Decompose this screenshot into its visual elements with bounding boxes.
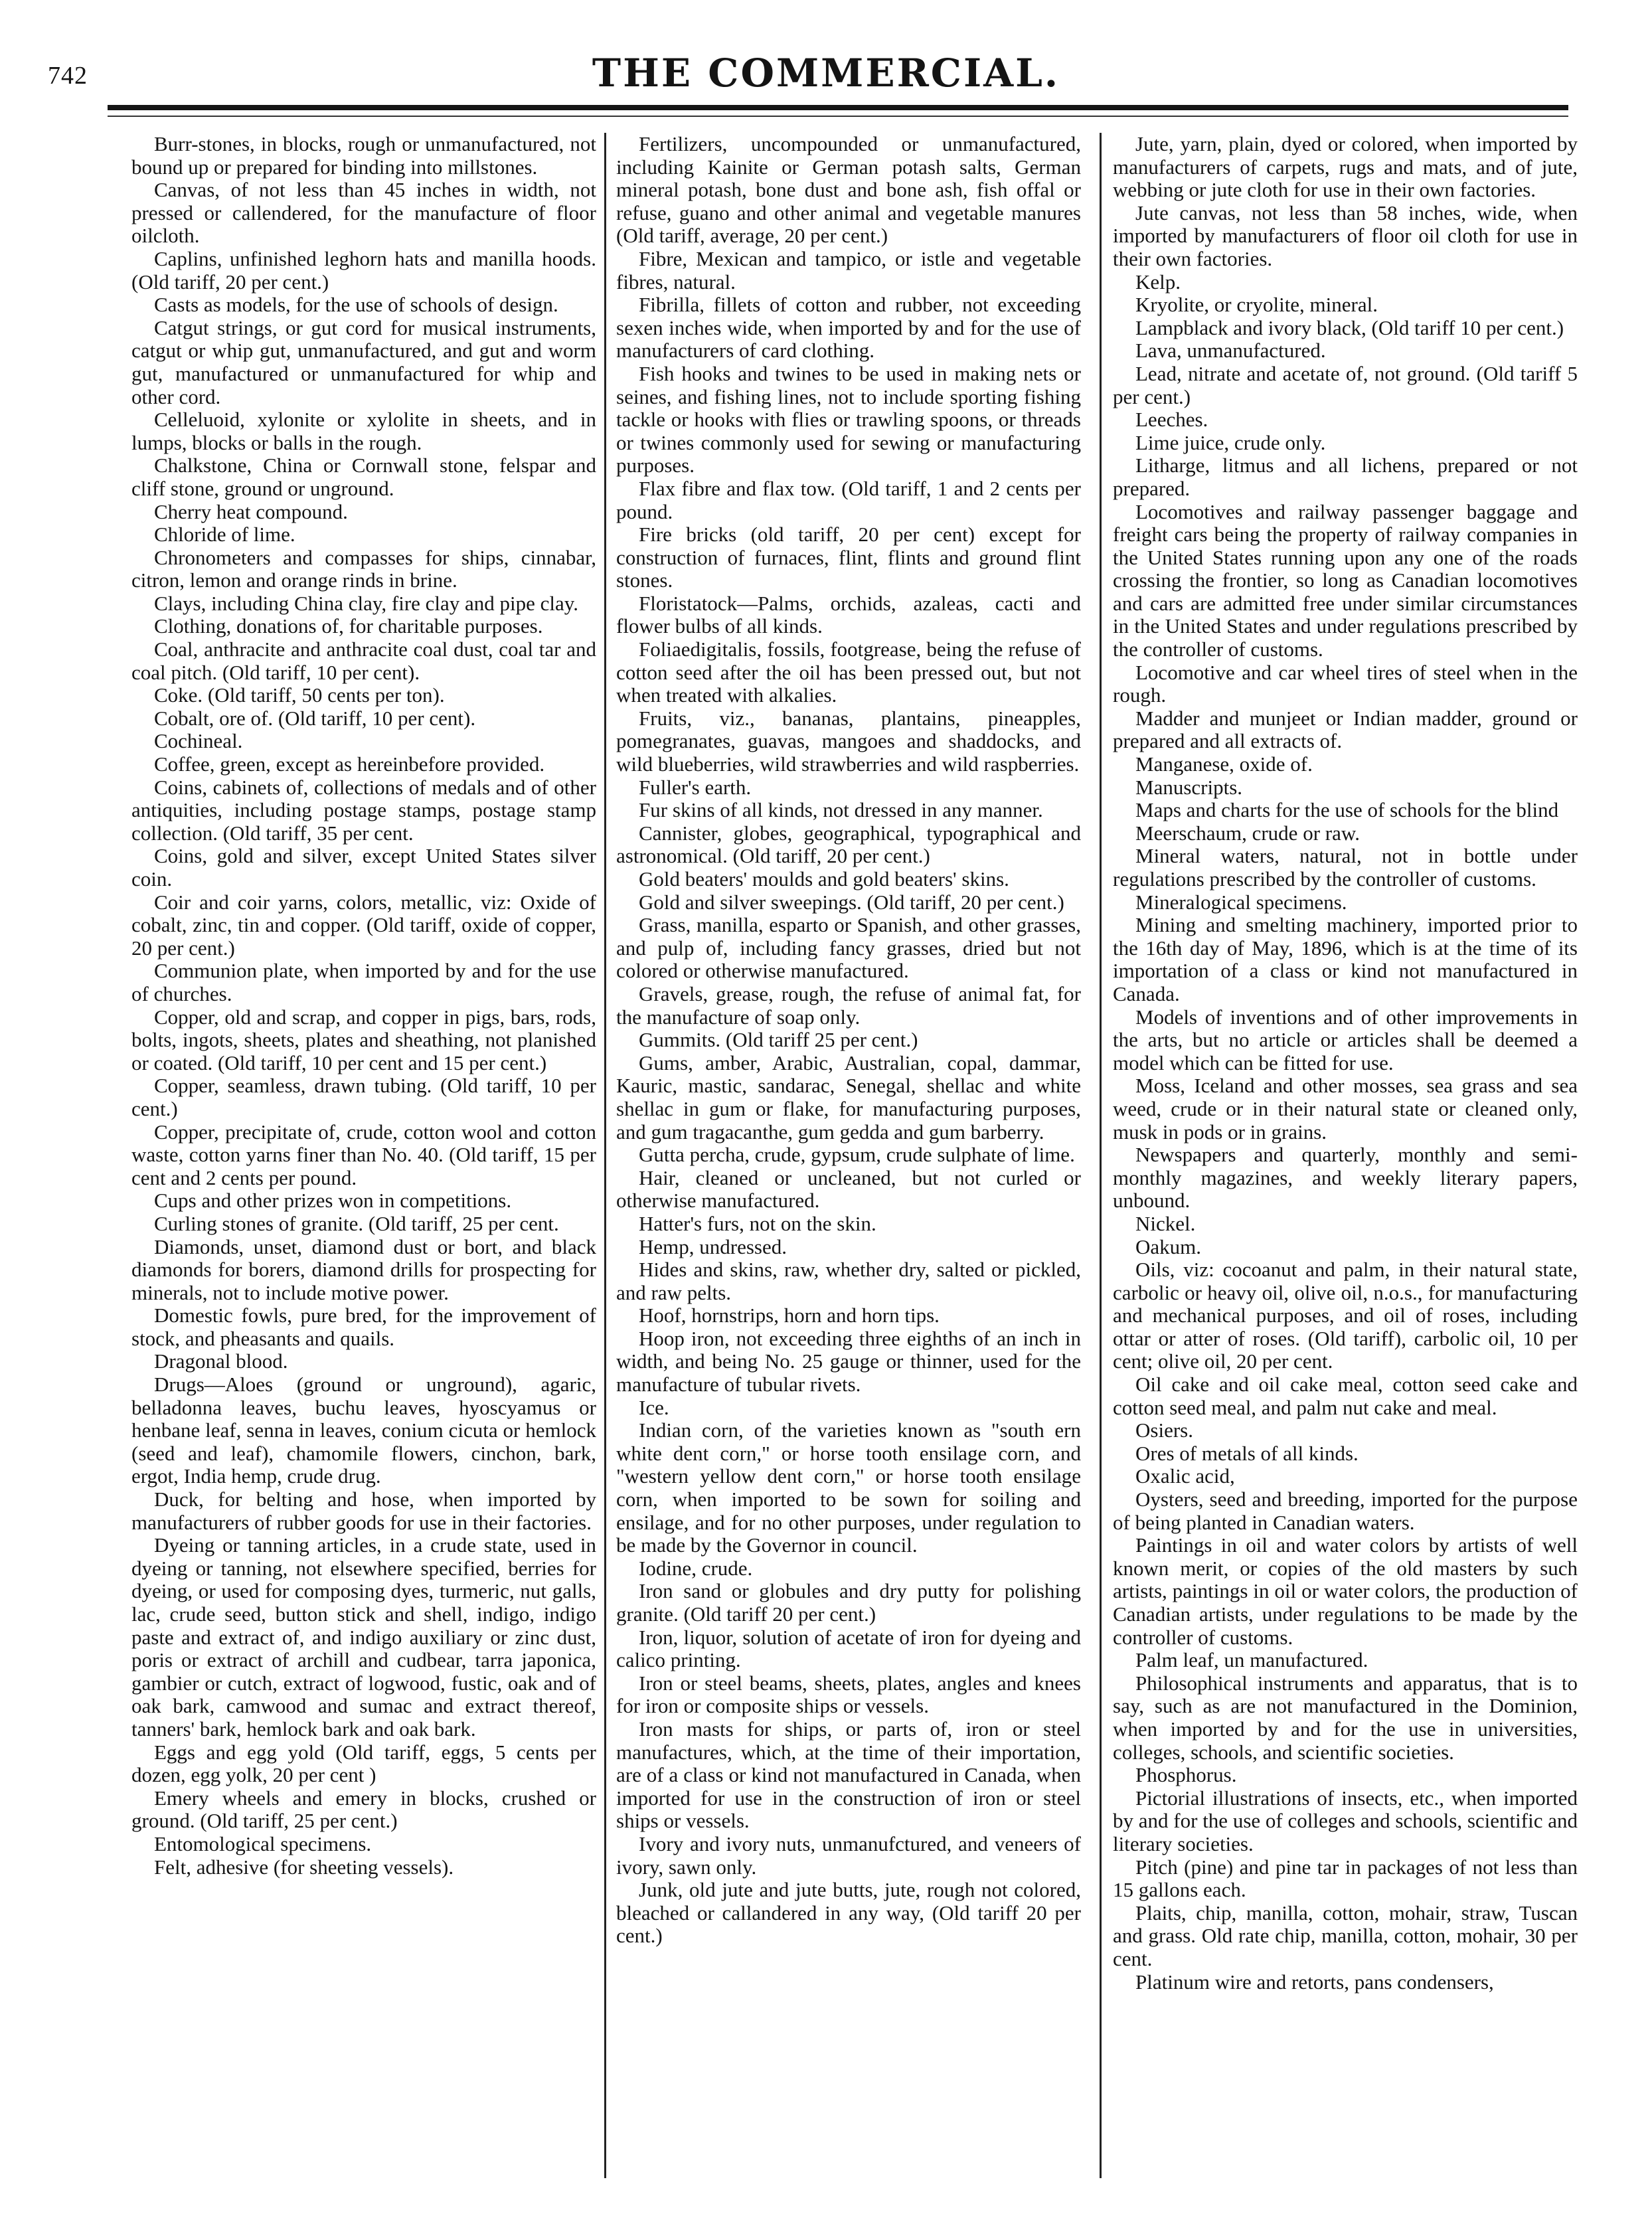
tariff-entry: Cherry heat compound.	[154, 499, 348, 523]
tariff-entry: Madder and munjeet or Indian madder, ground or prepared and all extracts of.	[1113, 706, 1578, 753]
tariff-entry: Fur skins of all kinds, not dressed in any manner.	[639, 798, 1043, 822]
tariff-entry: Copper, precipitate of, crude, cotton wool and cotton waste, cotton yarns finer than No. 40. (Old tariff, 15 per cent and 2 cents per pound.	[131, 1120, 596, 1189]
tariff-entry: Emery wheels and emery in blocks, crushed or ground. (Old tariff, 25 per cent.)	[131, 1786, 596, 1833]
tariff-entry: Osiers.	[1135, 1418, 1193, 1442]
tariff-entry: Oils, viz: cocoanut and palm, in their natural state, carbolic or heavy oil, olive oil, n.o.s., for manufacturing and mechanical purposes, and oil of roses, including ottar or atter of roses. (Old tariff), carbolic oil, 10 per cent; olive oil, 20 per cent.	[1113, 1258, 1578, 1373]
tariff-entry: Coffee, green, except as hereinbefore provided.	[154, 752, 545, 776]
header-rule-thin	[108, 116, 1568, 117]
tariff-entry: Dragonal blood.	[154, 1349, 288, 1373]
tariff-entry: Newspapers and quarterly, monthly and semi-monthly magazines, and weekly literary papers, unbound.	[1113, 1143, 1578, 1213]
tariff-entry: Caplins, unfinished leghorn hats and manilla hoods. (Old tariff, 20 per cent.)	[131, 246, 596, 294]
tariff-entry: Kryolite, or cryolite, mineral.	[1135, 293, 1378, 317]
tariff-entry: Manganese, oxide of.	[1135, 752, 1313, 776]
tariff-entry: Gold beaters' moulds and gold beaters' skins.	[639, 867, 1009, 891]
column-1	[131, 133, 596, 2198]
tariff-entry: Pictorial illustrations of insects, etc., when imported by and for the use of colleges and schools, scientific and literary societies.	[1113, 1786, 1578, 1855]
tariff-entry: Lava, unmanufactured.	[1135, 339, 1326, 363]
tariff-entry: Casts as models, for the use of schools of design.	[154, 293, 558, 317]
tariff-entry: Jute, yarn, plain, dyed or colored, when imported by manufacturers of carpets, rugs and mats, and of jute, webbing or jute cloth for use in their own factories.	[1113, 133, 1578, 202]
column-divider	[1100, 133, 1102, 2178]
tariff-entry: Duck, for belting and hose, when imported by manufacturers of rubber goods for use in their factories.	[131, 1488, 596, 1534]
tariff-entry: Iron, liquor, solution of acetate of iron for dyeing and calico printing.	[616, 1625, 1081, 1672]
tariff-entry: Hoof, hornstrips, horn and horn tips.	[639, 1304, 940, 1327]
tariff-entry: Fish hooks and twines to be used in making nets or seines, and fishing lines, not to include sporting fishing tackle or hooks with flies or trawling spoons, or threads or twines commonly used for sewing or manufacturing purposes.	[616, 361, 1081, 477]
tariff-entry: Hatter's furs, not on the skin.	[639, 1211, 876, 1235]
tariff-entry: Eggs and egg yold (Old tariff, eggs, 5 cents per dozen, egg yolk, 20 per cent )	[131, 1740, 596, 1787]
tariff-entry: Oakum.	[1135, 1235, 1202, 1258]
tariff-entry: Fuller's earth.	[639, 775, 752, 799]
header-rule-thick	[108, 105, 1568, 110]
tariff-entry: Fruits, viz., bananas, plantains, pineapples, pomegranates, guavas, mangoes and shaddocks, and wild blueberries, wild strawberries and wild raspberries.	[616, 706, 1081, 776]
tariff-entry: Pitch (pine) and pine tar in packages of not less than 15 gallons each.	[1113, 1855, 1578, 1902]
tariff-entry: Chalkstone, China or Cornwall stone, felspar and cliff stone, ground or unground.	[131, 454, 596, 500]
tariff-entry: Litharge, litmus and all lichens, prepared or not prepared.	[1113, 454, 1578, 500]
tariff-entry: Lampblack and ivory black, (Old tariff 10 per cent.)	[1135, 315, 1564, 339]
tariff-entry: Hoop iron, not exceeding three eighths of an inch in width, and being No. 25 gauge or thinner, used for the manufacture of tubular rivets.	[616, 1326, 1081, 1397]
tariff-entry: Cobalt, ore of. (Old tariff, 10 per cent).	[154, 706, 476, 730]
tariff-entry: Iron sand or globules and dry putty for polishing granite. (Old tariff 20 per cent.)	[616, 1579, 1081, 1626]
tariff-entry: Domestic fowls, pure bred, for the improvement of stock, and pheasants and quails.	[131, 1304, 596, 1350]
tariff-entry: Diamonds, unset, diamond dust or bort, and black diamonds for borers, diamond drills for prospecting for minerals, not to include motive power.	[131, 1235, 596, 1304]
tariff-entry: Jute canvas, not less than 58 inches, wide, when imported by manufacturers of floor oil cloth for use in their own factories.	[1113, 201, 1578, 270]
tariff-entry: Gums, amber, Arabic, Australian, copal, dammar, Kauric, mastic, sandarac, Senegal, shellac and white shellac in gum or flake, for manufacturing purposes, and gum tragacanthe, gum gedda and gum barberry.	[616, 1051, 1081, 1144]
tariff-entry: Moss, Iceland and other mosses, sea grass and sea weed, crude or in their natural state or cleaned only, musk in pods or in grains.	[1113, 1074, 1578, 1144]
tariff-entry: Copper, old and scrap, and copper in pigs, bars, rods, bolts, ingots, sheets, plates and sheathing, not planished or coated. (Old tariff, 10 per cent and 15 per cent.)	[131, 1005, 596, 1074]
tariff-entry: Chronometers and compasses for ships, cinnabar, citron, lemon and orange rinds in brine.	[131, 545, 596, 592]
tariff-entry: Models of inventions and of other improvements in the arts, but no article or articles shall be deemed a model which can be fitted for use.	[1113, 1005, 1578, 1074]
tariff-entry: Lime juice, crude only.	[1135, 430, 1326, 454]
tariff-entry: Chloride of lime.	[154, 523, 295, 547]
tariff-entry: Clays, including China clay, fire clay and pipe clay.	[154, 591, 579, 615]
tariff-entry: Clothing, donations of, for charitable purposes.	[154, 614, 543, 638]
tariff-entry: Paintings in oil and water colors by artists of well known merit, or copies of the old masters by such artists, paintings in oil or water colors, the production of Canadian artists, under regulations to be made by the controller of customs.	[1113, 1533, 1578, 1649]
tariff-entry: Mineral waters, natural, not in bottle under regulations prescribed by the controller of customs.	[1113, 844, 1578, 891]
tariff-entry: Canvas, of not less than 45 inches in width, not pressed or callendered, for the manufacture of floor oilcloth.	[131, 178, 596, 248]
tariff-entry: Dyeing or tanning articles, in a crude state, used in dyeing or tanning, not elsewhere specified, berries for dyeing, or used for composing dyes, turmeric, nut galls, lac, crude seed, button stick and shell, indigo, indigo paste and extract of, and indigo auxiliary or zinc dust, poris or extract of archill and cudbear, tarra japonica, gambier or cutch, extract of logwood, fustic, oak and of oak bark, camwood and sumac and extract thereof, tanners' bark, hemlock bark and oak bark.	[131, 1533, 596, 1741]
tariff-entry: Hemp, undressed.	[639, 1235, 787, 1258]
tariff-entry: Gold and silver sweepings. (Old tariff, 20 per cent.)	[639, 890, 1064, 914]
tariff-entry: Iodine, crude.	[639, 1556, 753, 1580]
tariff-entry: Hair, cleaned or uncleaned, but not curled or otherwise manufactured.	[616, 1165, 1081, 1213]
tariff-entry: Maps and charts for the use of schools for the blind	[1135, 798, 1559, 822]
tariff-entry: Catgut strings, or gut cord for musical instruments, catgut or whip gut, unmanufactured, and gut and worm gut, manufactured or unmanufactured for whip and other cord.	[131, 315, 596, 408]
tariff-entry: Fibrilla, fillets of cotton and rubber, not exceeding sexen inches wide, when imported by and for the use of manufacturers of card clothing.	[616, 293, 1081, 363]
tariff-entry: Mineralogical specimens.	[1135, 890, 1347, 914]
tariff-entry: Meerschaum, crude or raw.	[1135, 821, 1360, 845]
column-3	[1113, 133, 1578, 2198]
tariff-entry: Lead, nitrate and acetate of, not ground. (Old tariff 5 per cent.)	[1113, 361, 1578, 408]
tariff-entry: Plaits, chip, manilla, cotton, mohair, straw, Tuscan and grass. Old rate chip, manilla, cotton, mohair, 30 per cent.	[1113, 1901, 1578, 1970]
tariff-entry: Cochineal.	[154, 729, 243, 753]
page-number: 742	[48, 62, 88, 90]
tariff-entry: Indian corn, of the varieties known as "south ern white dent corn," or horse tooth ensilage corn, and "western yellow dent corn," or horse tooth ensilage corn, when imported to be sown for soiling and ensilage, and for no other purposes, under regulation to be made by the Governor in council.	[616, 1418, 1081, 1557]
tariff-entry: Cups and other prizes won in competitions.	[154, 1189, 512, 1213]
tariff-entry: Iron masts for ships, or parts of, iron or steel manufactures, which, at the time of their importation, are of a class or kind not manufactured in Canada, when imported for use in the construction of iron or steel ships or vessels.	[616, 1717, 1081, 1833]
tariff-entry: Coins, gold and silver, except United States silver coin.	[131, 844, 596, 891]
column-2	[616, 133, 1081, 2198]
tariff-entry: Copper, seamless, drawn tubing. (Old tariff, 10 per cent.)	[131, 1074, 596, 1120]
tariff-entry: Grass, manilla, esparto or Spanish, and other grasses, and pulp of, including fancy grasses, dried but not colored or otherwise manufactured.	[616, 913, 1081, 983]
tariff-entry: Coir and coir yarns, colors, metallic, viz: Oxide of cobalt, zinc, tin and copper. (Old tariff, oxide of copper, 20 per cent.)	[131, 890, 596, 960]
tariff-entry: Palm leaf, un manufactured.	[1135, 1648, 1368, 1672]
tariff-entry: Locomotive and car wheel tires of steel when in the rough.	[1113, 660, 1578, 707]
tariff-entry: Mining and smelting machinery, imported prior to the 16th day of May, 1896, which is at the time of its importation of a class or kind not manufactured in Canada.	[1113, 913, 1578, 1005]
tariff-entry: Manuscripts.	[1135, 775, 1243, 799]
tariff-entry: Fire bricks (old tariff, 20 per cent) except for construction of furnaces, flint, flints and ground flint stones.	[616, 523, 1081, 592]
tariff-entry: Gummits. (Old tariff 25 per cent.)	[639, 1028, 918, 1052]
masthead-title: THE COMMERCIAL.	[592, 50, 1060, 96]
tariff-entry: Flax fibre and flax tow. (Old tariff, 1 and 2 cents per pound.	[616, 476, 1081, 523]
tariff-entry: Nickel.	[1135, 1211, 1196, 1235]
tariff-entry: Leeches.	[1135, 408, 1208, 432]
tariff-entry: Ivory and ivory nuts, unmanufctured, and veneers of ivory, sawn only.	[616, 1832, 1081, 1879]
tariff-entry: Felt, adhesive (for sheeting vessels).	[154, 1855, 454, 1879]
tariff-entry: Curling stones of granite. (Old tariff, 25 per cent.	[154, 1211, 559, 1235]
tariff-entry: Hides and skins, raw, whether dry, salted or pickled, and raw pelts.	[616, 1258, 1081, 1304]
column-divider	[604, 133, 606, 2178]
tariff-entry: Burr-stones, in blocks, rough or unmanufactured, not bound up or prepared for binding into millstones.	[131, 133, 596, 179]
tariff-entry: Coal, anthracite and anthracite coal dust, coal tar and coal pitch. (Old tariff, 10 per cent).	[131, 638, 596, 684]
tariff-entry: Entomological specimens.	[154, 1832, 372, 1855]
tariff-entry: Philosophical instruments and apparatus, that is to say, such as are not manufactured in the Dominion, when imported by and for the use in universities, colleges, schools, and scientific societies.	[1113, 1671, 1578, 1764]
tariff-entry: Oxalic acid,	[1135, 1464, 1235, 1488]
tariff-entry: Phosphorus.	[1135, 1763, 1237, 1787]
tariff-entry: Foliaedigitalis, fossils, footgrease, being the refuse of cotton seed after the oil has been pressed out, but not when treated with alkalies.	[616, 638, 1081, 707]
tariff-entry: Communion plate, when imported by and for the use of churches.	[131, 959, 596, 1005]
tariff-entry: Fibre, Mexican and tampico, or istle and vegetable fibres, natural.	[616, 246, 1081, 294]
tariff-entry: Oysters, seed and breeding, imported for the purpose of being planted in Canadian waters.	[1113, 1488, 1578, 1534]
tariff-entry: Locomotives and railway passenger baggage and freight cars being the property of railway companies in the United States running upon any one of the roads crossing the frontier, so long as Canadian locomotives and cars are admitted free under similar circumstances in the United States and under regulations prescribed by the controller of customs.	[1113, 499, 1578, 661]
tariff-entry: Ice.	[639, 1395, 669, 1419]
tariff-entry: Kelp.	[1135, 270, 1181, 294]
tariff-entry: Gutta percha, crude, gypsum, crude sulphate of lime.	[639, 1143, 1075, 1167]
tariff-entry: Platinum wire and retorts, pans condensers,	[1135, 1970, 1494, 1994]
tariff-entry: Ores of metals of all kinds.	[1135, 1441, 1359, 1465]
tariff-entry: Gravels, grease, rough, the refuse of animal fat, for the manufacture of soap only.	[616, 981, 1081, 1029]
tariff-entry: Coins, cabinets of, collections of medals and of other antiquities, including postage stamps, postage stamp collection. (Old tariff, 35 per cent.	[131, 775, 596, 845]
tariff-entry: Floristatock—Palms, orchids, azaleas, cacti and flower bulbs of all kinds.	[616, 591, 1081, 638]
tariff-entry: Drugs—Aloes (ground or unground), agaric, belladonna leaves, buchu leaves, hyoscyamus or henbane leaf, senna in leaves, conium cicuta or hemlock (seed and leaf), chamomile flowers, cinchon, bark, ergot, India hemp, crude drug.	[131, 1373, 596, 1488]
tariff-entry: Iron or steel beams, sheets, plates, angles and knees for iron or composite ships or vessels.	[616, 1671, 1081, 1718]
tariff-entry: Fertilizers, uncompounded or unmanufactured, including Kainite or German potash salts, German mineral potash, bone dust and bone ash, fish offal or refuse, guano and other animal and vegetable manures (Old tariff, average, 20 per cent.)	[616, 133, 1081, 248]
tariff-entry: Coke. (Old tariff, 50 cents per ton).	[154, 683, 445, 707]
tariff-entry: Oil cake and oil cake meal, cotton seed cake and cotton seed meal, and palm nut cake and meal.	[1113, 1373, 1578, 1419]
tariff-entry: Cannister, globes, geographical, typographical and astronomical. (Old tariff, 20 per cent.)	[616, 821, 1081, 868]
tariff-entry: Junk, old jute and jute butts, jute, rough not colored, bleached or callandered in any way, (Old tariff 20 per cent.)	[616, 1878, 1081, 1948]
tariff-entry: Celleluoid, xylonite or xylolite in sheets, and in lumps, blocks or balls in the rough.	[131, 408, 596, 454]
